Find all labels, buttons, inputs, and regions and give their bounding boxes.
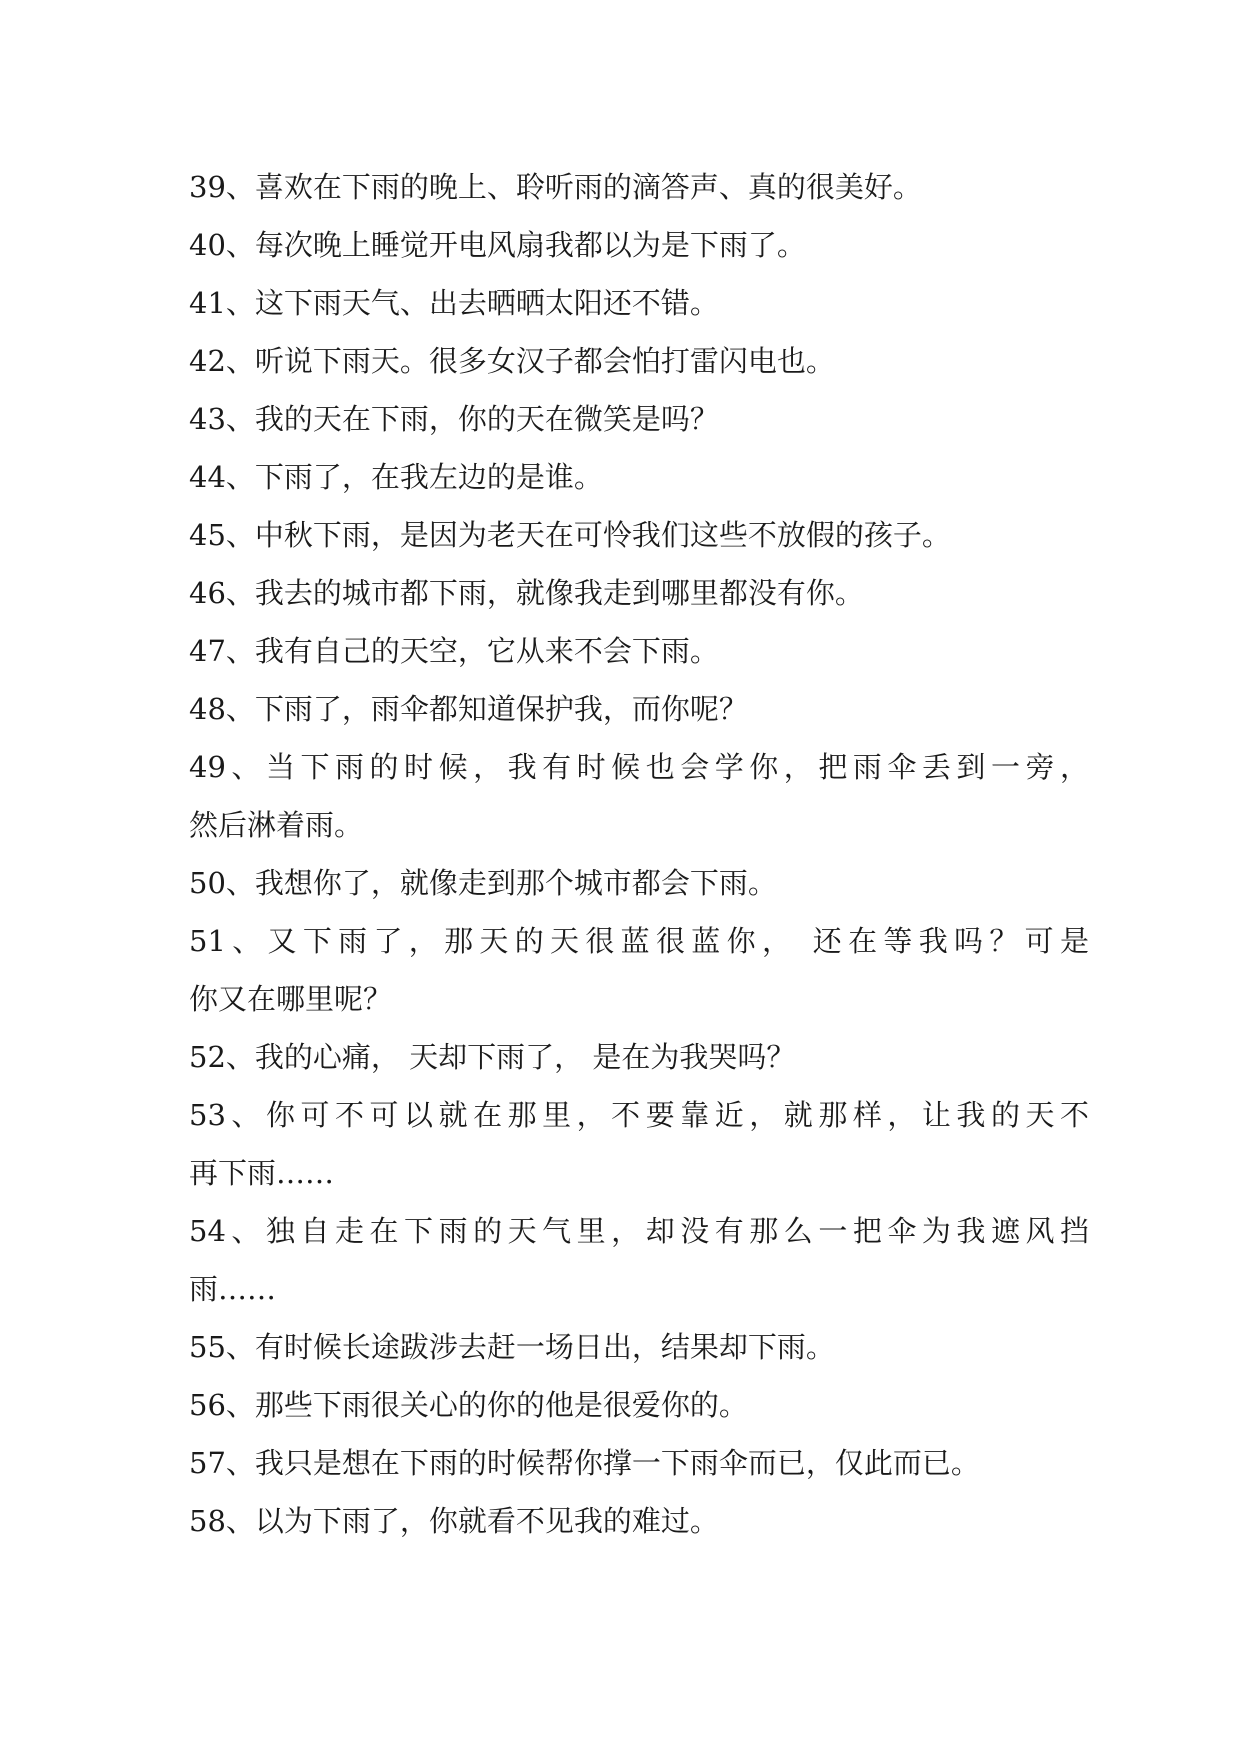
text-line: 49、当下雨的时候，我有时候也会学你，把雨伞丢到一旁， [189, 750, 1089, 784]
document-body [189, 158, 1089, 1550]
text-line: 50、我想你了，就像走到那个城市都会下雨。 [189, 866, 777, 900]
text-line: 42、听说下雨天。很多女汉子都会怕打雷闪电也。 [189, 344, 835, 378]
text-line: 再下雨…… [189, 1156, 335, 1190]
text-line: 51、又下雨了，那天的天很蓝很蓝你， 还在等我吗？可是 [189, 924, 1089, 958]
text-line: 41、这下雨天气、出去晒晒太阳还不错。 [189, 286, 719, 320]
text-line: 57、我只是想在下雨的时候帮你撑一下雨伞而已，仅此而已。 [189, 1446, 980, 1480]
text-line: 雨…… [189, 1272, 277, 1306]
text-line: 48、下雨了，雨伞都知道保护我，而你呢？ [189, 692, 748, 726]
text-line: 47、我有自己的天空，它从来不会下雨。 [189, 634, 719, 668]
text-line: 39、喜欢在下雨的晚上、聆听雨的滴答声、真的很美好。 [189, 170, 922, 204]
text-line: 40、每次晚上睡觉开电风扇我都以为是下雨了。 [189, 228, 806, 262]
text-line: 45、中秋下雨，是因为老天在可怜我们这些不放假的孩子。 [189, 518, 951, 552]
text-line: 53、你可不可以就在那里，不要靠近，就那样，让我的天不 [189, 1098, 1089, 1132]
text-line: 56、那些下雨很关心的你的他是很爱你的。 [189, 1388, 748, 1422]
text-line: 43、我的天在下雨，你的天在微笑是吗？ [189, 402, 719, 436]
text-line: 46、我去的城市都下雨，就像我走到哪里都没有你。 [189, 576, 864, 610]
text-line: 你又在哪里呢？ [189, 982, 393, 1016]
text-line: 58、以为下雨了，你就看不见我的难过。 [189, 1504, 719, 1538]
text-line: 然后淋着雨。 [189, 808, 364, 842]
text-line: 54、独自走在下雨的天气里，却没有那么一把伞为我遮风挡 [189, 1214, 1089, 1248]
text-line: 52、我的心痛， 天却下雨了， 是在为我哭吗？ [189, 1040, 796, 1074]
text-line: 55、有时候长途跋涉去赶一场日出，结果却下雨。 [189, 1330, 835, 1364]
text-line: 44、下雨了，在我左边的是谁。 [189, 460, 603, 494]
